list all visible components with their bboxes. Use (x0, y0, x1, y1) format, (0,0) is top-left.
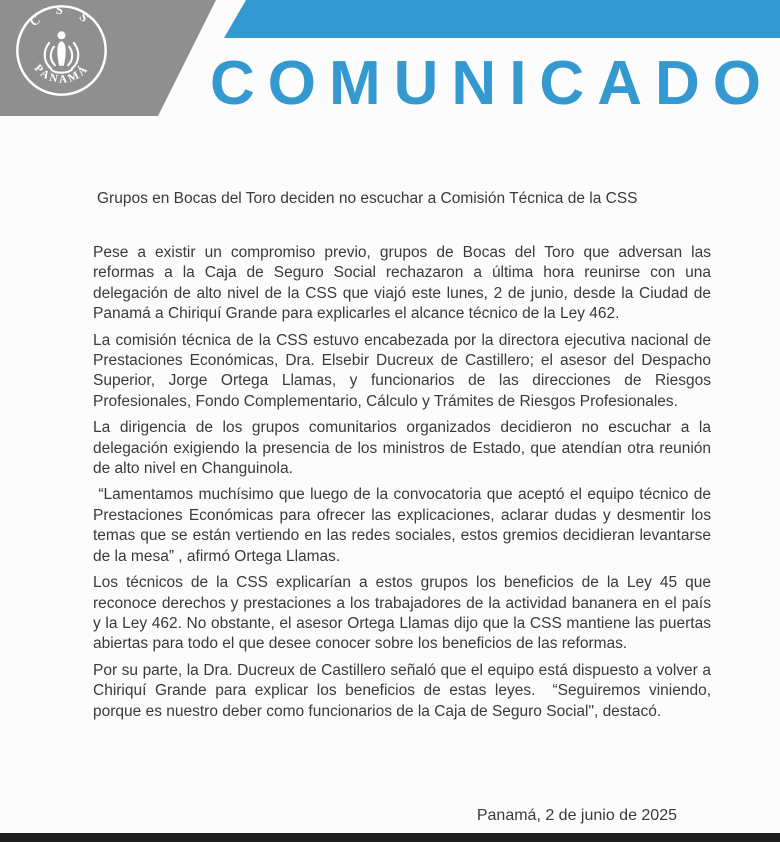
banner-title: COMUNICADO (210, 49, 774, 118)
paragraph-1: Pese a existir un compromiso previo, grupos de Bocas del Toro que adversan las reformas a la Caja de Seguro Social rechazaron a última hora reunirse con una delegación de alto nivel de la CSS que viajó este lunes, 2 de junio, desde la Ciudad de Panamá a Chiriquí Grande para explicarles el alcance técnico de la Ley 462. (93, 244, 716, 323)
paragraph-3: La dirigencia de los grupos comunitarios organizados decidieron no escuchar a la delegación exigiendo la presencia de los ministros de Estado, que atendían otra reunión de alto nivel en Changuinola. (93, 419, 716, 478)
logo-bottom-text: PANAMÁ (31, 62, 92, 86)
footer-bar (0, 833, 780, 842)
paragraph-5: Los técnicos de la CSS explicarían a estos grupos los beneficios de la Ley 45 que reconoce derechos y prestaciones a los trabajadores de la actividad bananera en el país y la Ley 462. No obstante, el asesor Ortega Llamas dijo que la CSS mantiene las puertas abiertas para todo el que desee conocer sobre los beneficios de las reformas. (93, 574, 716, 653)
person-in-hands-icon (57, 31, 65, 65)
paragraph-6: Por su parte, la Dra. Ducreux de Castillero señaló que el equipo está dispuesto a volver a Chiriquí Grande para explicar los beneficios de estas leyes. “Seguiremos viniendo, porque es nuestro deber como funcionarios de la Caja de Seguro Social", destacó. (93, 661, 716, 720)
paragraph-4: “Lamentamos muchísimo que luego de la convocatoria que aceptó el equipo técnico de Prestaciones Económicas para ofrecer las explicaciones, aclarar dudas y desmentir los temas que se están vertiendo en las redes sociales, estos gremios decidieran levantarse de la mesa” , afirmó Ortega Llamas. (93, 486, 716, 565)
document-headline: Grupos en Bocas del Toro deciden no escuchar a Comisión Técnica de la CSS (97, 190, 638, 207)
logo-top-text: C S S (27, 3, 97, 30)
css-panama-seal-icon (14, 3, 109, 98)
document-body (93, 243, 716, 728)
paragraph-2: La comisión técnica de la CSS estuvo encabezada por la directora ejecutiva nacional de Prestaciones Económicas, Dra. Elsebir Ducreux de Castillero; el asesor del Despacho Superior, Jorge Ortega Llamas, y funcionarios de las direcciones de Riesgos Profesionales, Fondo Complementario, Cálculo y Trámites de Riesgos Profesionales. (93, 331, 716, 410)
dateline: Panamá, 2 de junio de 2025 (476, 807, 677, 824)
